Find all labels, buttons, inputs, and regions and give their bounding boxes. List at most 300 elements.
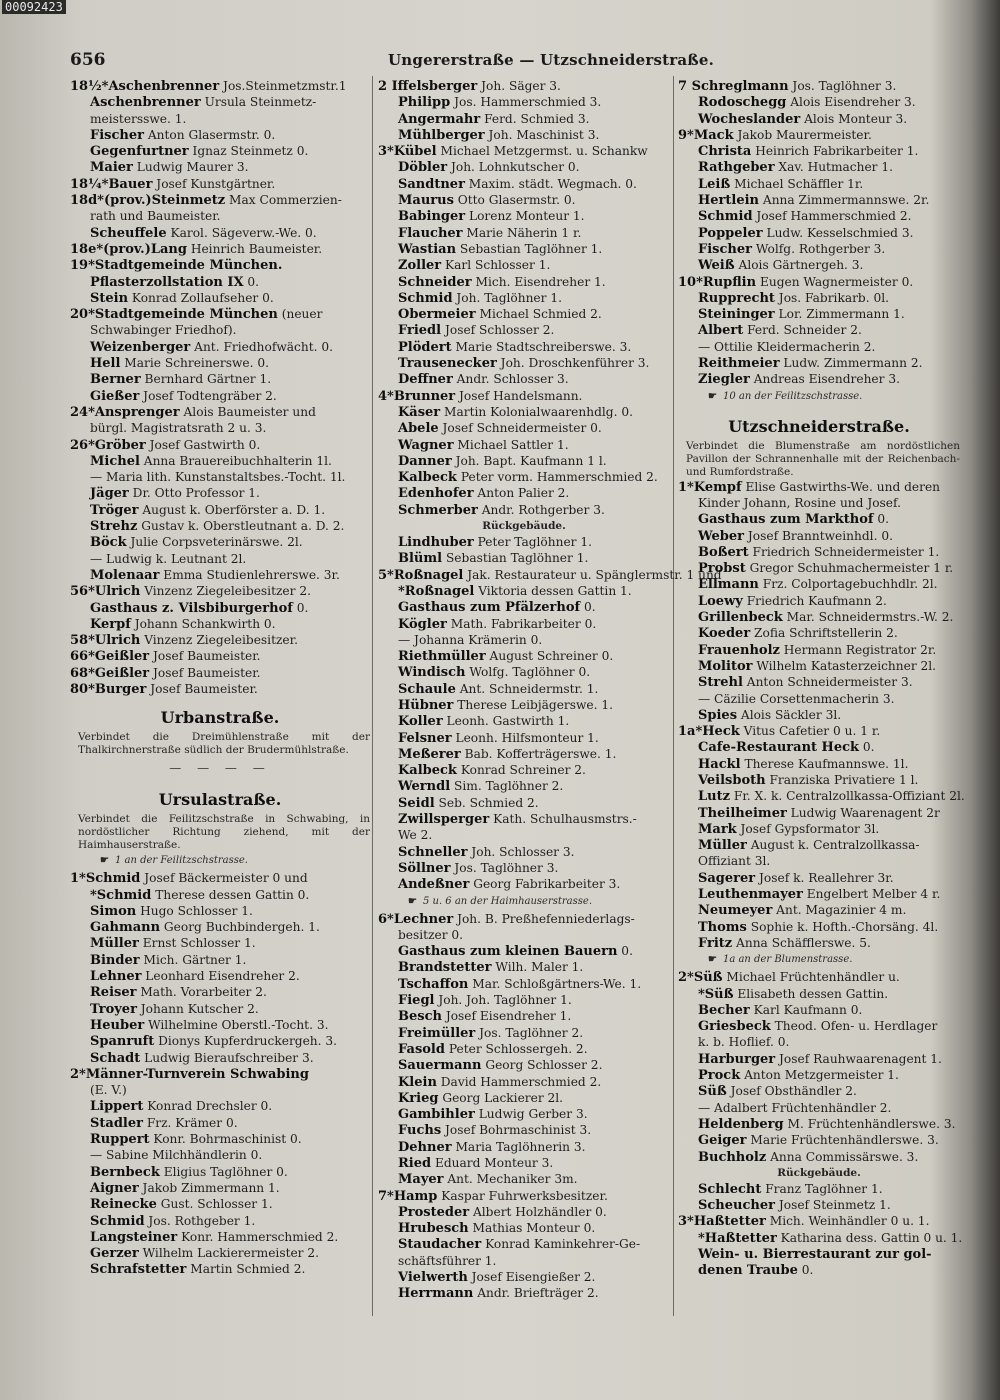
entry-name: Philipp bbox=[398, 95, 451, 111]
entry-name: Böck bbox=[90, 535, 127, 551]
entry-details: Josef Obsthändler 2. bbox=[726, 1084, 857, 1099]
directory-entry bbox=[678, 371, 960, 387]
entry-name: Zwillsperger bbox=[398, 812, 490, 828]
entry-continuation: — Maria lith. Kunstanstaltsbes.-Tocht. 1l. bbox=[90, 470, 346, 485]
entry-name: Frauenholz bbox=[698, 642, 780, 658]
directory-entry bbox=[378, 192, 670, 208]
entry-continuation: — Ludwig k. Leutnant 2l. bbox=[90, 551, 247, 566]
entry-name: Felsner bbox=[398, 730, 452, 746]
entry-details: Jak. Restaurateur u. Spänglermstr. 1 und bbox=[463, 567, 722, 582]
entry-name: Herrmann bbox=[398, 1286, 474, 1302]
entry-name: Buchholz bbox=[698, 1149, 767, 1165]
directory-entry bbox=[678, 1181, 960, 1197]
entry-details: Ignaz Steinmetz 0. bbox=[188, 144, 309, 159]
entry-details: Otto Glasermstr. 0. bbox=[453, 193, 576, 208]
entry-name: Prock bbox=[698, 1068, 741, 1084]
directory-entry bbox=[378, 844, 670, 860]
entry-details: Sebastian Taglöhner 1. bbox=[442, 551, 589, 566]
street-description: Verbindet die Blumenstraße am nordöstlichen Pavillon der Schrannenhalle mit der Reichenbach- und Rumfordstraße. bbox=[686, 439, 960, 478]
entry-details: Michael Metzgermst. u. Schankw bbox=[436, 144, 648, 159]
directory-entry bbox=[378, 713, 670, 729]
entry-continuation: — Ottilie Kleidermacherin 2. bbox=[698, 339, 876, 354]
entry-details: Theod. Ofen- u. Herdlager bbox=[770, 1019, 938, 1034]
directory-entry bbox=[70, 274, 370, 290]
entry-name: Staudacher bbox=[398, 1237, 482, 1253]
entry-details: Jakob Maurermeister. bbox=[733, 127, 872, 142]
directory-entry bbox=[70, 339, 370, 355]
entry-details: Michael Schmied 2. bbox=[475, 307, 602, 322]
entry-name: Meßerer bbox=[398, 746, 461, 762]
directory-entry bbox=[70, 1098, 370, 1114]
entry-details: Sophie k. Hofth.-Chorsäng. 4l. bbox=[746, 919, 939, 934]
directory-entry bbox=[378, 274, 670, 290]
entry-continuation: Kinder Johann, Rosine und Josef. bbox=[698, 495, 901, 510]
directory-entry bbox=[70, 502, 370, 518]
directory-entry bbox=[378, 1025, 670, 1041]
entry-details: Engelbert Melber 4 r. bbox=[802, 887, 941, 902]
entry-name: Werndl bbox=[398, 779, 451, 795]
directory-entry bbox=[378, 976, 670, 992]
directory-entry bbox=[378, 404, 670, 420]
entry-details: Joh. Taglöhner 1. bbox=[452, 290, 562, 305]
directory-entry bbox=[378, 225, 670, 241]
directory-entry bbox=[378, 127, 670, 143]
directory-entry bbox=[678, 642, 960, 658]
entry-name: 1a*Heck bbox=[678, 724, 740, 740]
entry-name: Gahmann bbox=[90, 920, 161, 936]
directory-entry bbox=[678, 1002, 960, 1018]
entry-name: 66*Geißler bbox=[70, 649, 150, 665]
entry-name: Wastian bbox=[398, 241, 457, 257]
directory-entry bbox=[678, 658, 960, 674]
entry-name: 20*Stadtgemeinde München bbox=[70, 307, 278, 323]
directory-entry bbox=[678, 544, 960, 560]
entry-name: Sagerer bbox=[698, 870, 756, 886]
entry-details: Seb. Schmied 2. bbox=[434, 795, 539, 810]
directory-entry bbox=[378, 534, 670, 550]
entry-name: Wagner bbox=[398, 437, 454, 453]
entry-name: Flaucher bbox=[398, 225, 463, 241]
directory-entry bbox=[678, 1083, 960, 1099]
entry-details: Jakob Zimmermann 1. bbox=[138, 1180, 280, 1195]
directory-entry bbox=[378, 1008, 670, 1024]
entry-details: Anton Glasermstr. 0. bbox=[143, 127, 276, 142]
directory-entry bbox=[378, 241, 670, 257]
directory-entry bbox=[378, 583, 670, 599]
directory-entry bbox=[70, 681, 370, 697]
entry-details: Alois Gärtnergeh. 3. bbox=[734, 258, 864, 273]
entry-name: Loewy bbox=[698, 593, 743, 609]
entry-details: Ferd. Schneider 2. bbox=[743, 323, 862, 338]
directory-entry bbox=[678, 739, 960, 755]
directory-entry bbox=[70, 665, 370, 681]
entry-name: Klein bbox=[398, 1074, 437, 1090]
entry-name: Müller bbox=[90, 936, 139, 952]
entry-name: Tschaffon bbox=[398, 976, 469, 992]
directory-entry bbox=[378, 1188, 670, 1204]
directory-entry bbox=[678, 935, 960, 951]
directory-entry bbox=[70, 600, 370, 616]
directory-entry bbox=[70, 241, 370, 257]
entry-details: Ludwig Gerber 3. bbox=[474, 1107, 588, 1122]
entry-name: Weber bbox=[698, 528, 745, 544]
entry-details: Konr. Hammerschmied 2. bbox=[177, 1229, 339, 1244]
directory-entry bbox=[70, 1115, 370, 1131]
entry-name: Becher bbox=[698, 1002, 750, 1018]
directory-entry bbox=[678, 274, 960, 290]
directory-entry bbox=[678, 127, 960, 143]
entry-name: Leuthenmayer bbox=[698, 887, 803, 903]
entry-name: Stein bbox=[90, 290, 129, 306]
entry-details: Dionys Kupferdruckergeh. 3. bbox=[154, 1034, 338, 1049]
directory-entry bbox=[678, 821, 960, 837]
entry-details: Jos. Taglöhner 2. bbox=[475, 1025, 584, 1040]
directory-entry bbox=[378, 420, 670, 436]
directory-entry bbox=[378, 1269, 670, 1285]
entry-name: Grillenbeck bbox=[698, 610, 783, 626]
entry-details: Wolfg. Rothgerber 3. bbox=[751, 241, 886, 256]
directory-entry bbox=[378, 911, 670, 927]
entry-name: 7*Hamp bbox=[378, 1188, 438, 1204]
directory-entry bbox=[678, 1262, 960, 1278]
directory-entry bbox=[70, 371, 370, 387]
directory-entry bbox=[678, 1213, 960, 1229]
entry-details: Konrad Zollaufseher 0. bbox=[128, 290, 274, 305]
entry-name: Fiegl bbox=[398, 993, 435, 1009]
entry-name: Hackl bbox=[698, 756, 741, 772]
entry-name: Danner bbox=[398, 453, 452, 469]
entry-name: Theilheimer bbox=[698, 805, 787, 821]
entry-details: Viktoria dessen Gattin 1. bbox=[474, 583, 632, 598]
directory-entry bbox=[70, 1001, 370, 1017]
directory-entry bbox=[678, 560, 960, 576]
entry-details: Wilh. Maler 1. bbox=[491, 960, 584, 975]
entry-details: Maria Taglöhnerin 3. bbox=[451, 1139, 586, 1154]
entry-name: Besch bbox=[398, 1009, 442, 1025]
directory-entry bbox=[378, 485, 670, 501]
entry-details: Franziska Privatiere 1 l. bbox=[765, 772, 919, 787]
directory-entry bbox=[378, 616, 670, 632]
entry-details: 0. bbox=[873, 512, 890, 527]
entry-details: Gregor Schuhmachermeister 1 r. bbox=[745, 561, 954, 576]
entry-name: Kögler bbox=[398, 616, 447, 632]
entry-details: Anna Brauereibuchhalterin 1l. bbox=[139, 453, 332, 468]
corner-note-text: 1 an der Feilitzschstrasse. bbox=[114, 855, 248, 867]
entry-continuation: We 2. bbox=[398, 828, 433, 843]
entry-name: Hübner bbox=[398, 697, 454, 713]
entry-details: Friedrich Kaufmann 2. bbox=[742, 593, 887, 608]
directory-entry bbox=[678, 969, 960, 985]
directory-entry bbox=[70, 1213, 370, 1229]
directory-entry bbox=[70, 1180, 370, 1196]
entry-details: Mathias Monteur 0. bbox=[468, 1221, 596, 1236]
directory-entry bbox=[678, 919, 960, 935]
entry-details: Bernhard Gärtner 1. bbox=[140, 372, 272, 387]
entry-name: 5*Roßnagel bbox=[378, 567, 464, 583]
entry-details: Georg Fabrikarbeiter 3. bbox=[469, 877, 621, 892]
entry-name: Heuber bbox=[90, 1017, 145, 1033]
directory-entry bbox=[378, 762, 670, 778]
entry-name: Zoller bbox=[398, 258, 442, 274]
entry-details: Marie Näherin 1 r. bbox=[462, 225, 582, 240]
corner-note bbox=[678, 951, 960, 969]
directory-entry bbox=[678, 674, 960, 690]
entry-details: Wilhelm Lackierermeister 2. bbox=[138, 1246, 320, 1261]
directory-entry bbox=[70, 984, 370, 1000]
entry-name: 9*Mack bbox=[678, 127, 734, 143]
entry-name: Fischer bbox=[90, 127, 144, 143]
entry-name: Wein- u. Bierrestaurant zur gol- bbox=[698, 1247, 932, 1262]
directory-entry bbox=[70, 1261, 370, 1277]
entry-name: Berner bbox=[90, 372, 141, 388]
street-heading: Utzschneiderstraße. bbox=[728, 416, 910, 436]
directory-entry bbox=[70, 1164, 370, 1180]
entry-continuation: — Sabine Milchhändlerin 0. bbox=[90, 1148, 263, 1163]
entry-name: Abele bbox=[398, 421, 439, 437]
column-1 bbox=[70, 78, 370, 1278]
entry-name: 2*Männer-Turnverein Schwabing bbox=[70, 1066, 309, 1082]
directory-entry bbox=[678, 1051, 960, 1067]
directory-entry bbox=[678, 143, 960, 159]
entry-details: David Hammerschmied 2. bbox=[436, 1074, 602, 1089]
entry-details: Alois Monteur 3. bbox=[800, 111, 908, 126]
directory-entry bbox=[70, 1245, 370, 1261]
directory-entry bbox=[70, 404, 370, 420]
directory-entry bbox=[378, 1285, 670, 1301]
entry-details: Peter Taglöhner 1. bbox=[473, 535, 593, 550]
directory-entry bbox=[378, 681, 670, 697]
entry-name: Andeßner bbox=[398, 877, 470, 893]
directory-entry bbox=[378, 453, 670, 469]
directory-entry bbox=[378, 437, 670, 453]
entry-details: Eligius Taglöhner 0. bbox=[159, 1164, 288, 1179]
entry-name: 58*Ulrich bbox=[70, 633, 141, 649]
directory-entry bbox=[70, 485, 370, 501]
entry-details: Ant. Mechaniker 3m. bbox=[443, 1172, 578, 1187]
entry-details: Gust. Schlosser 1. bbox=[156, 1197, 273, 1212]
entry-details: Max Commerzien- bbox=[225, 193, 342, 208]
column-3 bbox=[678, 78, 965, 1279]
directory-entry bbox=[678, 111, 960, 127]
entry-details: Ursula Steinmetz- bbox=[200, 95, 317, 110]
entry-details: Josef Bohrmaschinist 3. bbox=[441, 1123, 592, 1138]
entry-details: Mar. Schloßgärtners-We. 1. bbox=[468, 976, 642, 991]
directory-entry bbox=[70, 1050, 370, 1066]
entry-details: Heinrich Baumeister. bbox=[186, 241, 323, 256]
entry-name: Blüml bbox=[398, 551, 443, 567]
entry-details: Josef Schneidermeister 0. bbox=[438, 421, 602, 436]
entry-name: Kalbeck bbox=[398, 470, 457, 486]
entry-name: Schneider bbox=[398, 274, 472, 290]
entry-name: Babinger bbox=[398, 209, 466, 225]
directory-entry bbox=[378, 290, 670, 306]
entry-details: Eugen Wagnermeister 0. bbox=[756, 274, 914, 289]
directory-entry bbox=[378, 159, 670, 175]
directory-entry bbox=[678, 208, 960, 224]
entry-name: 2 Iffelsberger bbox=[378, 79, 478, 94]
entry-details: Joh. Bapt. Kaufmann 1 l. bbox=[451, 453, 607, 468]
directory-entry bbox=[678, 707, 960, 723]
pointing-hand-icon: ☛ bbox=[100, 855, 109, 867]
entry-details: Wilhelm Katasterzeichner 2l. bbox=[752, 658, 937, 673]
entry-name: Müller bbox=[698, 838, 747, 854]
directory-entry bbox=[678, 1230, 963, 1246]
entry-details: Math. Vorarbeiter 2. bbox=[136, 985, 267, 1000]
directory-entry bbox=[678, 322, 960, 338]
entry-name: Thoms bbox=[698, 919, 747, 935]
entry-continuation: schäftsführer 1. bbox=[398, 1253, 497, 1268]
entry-details: Josef Gastwirth 0. bbox=[145, 437, 261, 452]
entry-details: Hermann Registrator 2r. bbox=[779, 642, 937, 657]
directory-entry bbox=[70, 306, 370, 322]
entry-details: Gustav k. Oberstleutnant a. D. 2. bbox=[137, 519, 345, 534]
entry-details: Anton Schneidermeister 3. bbox=[742, 675, 913, 690]
directory-entry bbox=[70, 567, 370, 583]
entry-details: Jos. Taglöhner 3. bbox=[788, 79, 897, 93]
entry-details: Wolfg. Taglöhner 0. bbox=[465, 665, 591, 680]
entry-details: 0. bbox=[580, 600, 596, 615]
entry-details: Alois Eisendreher 3. bbox=[786, 95, 916, 110]
directory-entry bbox=[378, 943, 670, 959]
entry-details: 0. bbox=[292, 600, 309, 615]
directory-entry bbox=[70, 935, 370, 951]
directory-entry bbox=[678, 1116, 960, 1132]
entry-name: denen Traube bbox=[698, 1263, 798, 1279]
entry-details: Ferd. Schmied 3. bbox=[480, 111, 590, 126]
directory-entry bbox=[378, 502, 670, 518]
entry-name: Geiger bbox=[698, 1133, 747, 1149]
entry-name: Strehz bbox=[90, 519, 138, 535]
entry-name: Harburger bbox=[698, 1051, 776, 1067]
entry-continuation: Offiziant 3l. bbox=[698, 854, 771, 869]
entry-details: Martin Schmied 2. bbox=[186, 1262, 306, 1277]
scan-id: 00092423 bbox=[2, 0, 66, 14]
entry-details: Kath. Schulhausmstrs.- bbox=[489, 812, 637, 827]
entry-details: Therese dessen Gattin 0. bbox=[151, 887, 310, 902]
entry-name: Döbler bbox=[398, 160, 448, 176]
directory-entry bbox=[378, 78, 670, 94]
entry-details: Friedrich Schneidermeister 1. bbox=[748, 544, 940, 559]
entry-name: Hrubesch bbox=[398, 1221, 469, 1237]
directory-entry bbox=[678, 192, 960, 208]
entry-details: Lor. Zimmermann 1. bbox=[774, 307, 905, 322]
directory-entry bbox=[678, 886, 960, 902]
entry-details: Joh. Lohnkutscher 0. bbox=[447, 160, 580, 175]
entry-name: Wocheslander bbox=[698, 111, 801, 127]
directory-entry bbox=[678, 723, 960, 739]
pointing-hand-icon: ☛ bbox=[708, 390, 717, 402]
entry-details: Anton Metzgermeister 1. bbox=[740, 1068, 899, 1083]
section-separator: — — — — bbox=[169, 761, 271, 776]
directory-entry bbox=[678, 772, 960, 788]
entry-name: Tröger bbox=[90, 502, 139, 518]
entry-details: Heinrich Fabrikarbeiter 1. bbox=[751, 144, 919, 159]
entry-continuation: (E. V.) bbox=[90, 1083, 127, 1098]
entry-name: Molenaar bbox=[90, 567, 160, 583]
entry-name: Schmid bbox=[698, 209, 753, 225]
entry-details: Georg Buchbindergeh. 1. bbox=[160, 920, 320, 935]
entry-details: Anton Palier 2. bbox=[473, 486, 570, 501]
directory-entry bbox=[378, 94, 670, 110]
entry-name: Aschenbrenner bbox=[90, 95, 201, 111]
entry-name: Maurus bbox=[398, 193, 454, 209]
entry-details: Josef Steinmetz 1. bbox=[774, 1198, 891, 1213]
entry-details: 0. bbox=[797, 1263, 814, 1278]
entry-details: Josef Todtengräber 2. bbox=[139, 388, 277, 403]
entry-details: Michael Schäffler 1r. bbox=[730, 176, 864, 191]
entry-name: Schneller bbox=[398, 844, 468, 860]
entry-details: Marie Früchtenhändlerswe. 3. bbox=[746, 1133, 939, 1148]
entry-details: Vitus Cafetier 0 u. 1 r. bbox=[739, 724, 881, 739]
entry-name: Prosteder bbox=[398, 1204, 470, 1220]
directory-entry bbox=[378, 322, 670, 338]
entry-name: 56*Ulrich bbox=[70, 584, 141, 600]
entry-details: Joh. Joh. Taglöhner 1. bbox=[434, 993, 572, 1008]
entry-details: Ant. Magazinier 4 m. bbox=[772, 903, 907, 918]
entry-name: Reithmeier bbox=[698, 356, 780, 372]
directory-entry bbox=[70, 159, 370, 175]
entry-name: Seidl bbox=[398, 795, 435, 811]
entry-details: M. Früchtenhändlerswe. 3. bbox=[783, 1116, 956, 1131]
entry-details: Mich. Gärtner 1. bbox=[139, 952, 247, 967]
directory-entry bbox=[378, 257, 670, 273]
directory-entry bbox=[70, 290, 370, 306]
directory-entry bbox=[378, 778, 670, 794]
entry-name: Cafe-Restaurant Heck bbox=[698, 740, 860, 756]
entry-name: 1*Kempf bbox=[678, 479, 742, 495]
directory-entry bbox=[378, 1139, 670, 1155]
directory-entry bbox=[378, 176, 670, 192]
entry-details: Ludwig Maurer 3. bbox=[132, 160, 249, 175]
street-description: Verbindet die Dreimühlenstraße mit der Thalkirchnerstraße südlich der Brudermühlstraße. bbox=[78, 731, 370, 757]
entry-name: Sauermann bbox=[398, 1058, 482, 1074]
entry-name: Stadler bbox=[90, 1115, 143, 1131]
entry-details: Emma Studienlehrerswe. 3r. bbox=[159, 567, 340, 582]
entry-details: Josef Eisendreher 1. bbox=[441, 1009, 572, 1024]
entry-details: Josef Branntweinhdl. 0. bbox=[744, 528, 893, 543]
directory-entry bbox=[70, 1066, 370, 1082]
entry-name: Ziegler bbox=[698, 372, 750, 388]
entry-details: 0. bbox=[859, 740, 875, 755]
entry-name: Ried bbox=[398, 1156, 432, 1171]
entry-continuation: rath und Baumeister. bbox=[90, 209, 221, 224]
entry-name: Lippert bbox=[90, 1099, 144, 1115]
entry-details: Jos. Taglöhner 3. bbox=[450, 860, 559, 875]
entry-details: Sebastian Taglöhner 1. bbox=[456, 241, 603, 256]
directory-entry bbox=[678, 1197, 960, 1213]
entry-name: Pflasterzollstation IX bbox=[90, 274, 244, 290]
directory-entry bbox=[378, 795, 670, 811]
directory-entry bbox=[70, 919, 370, 935]
directory-entry bbox=[678, 1067, 960, 1083]
entry-details: Georg Schlosser 2. bbox=[481, 1058, 603, 1073]
entry-details: Jos. Rothgeber 1. bbox=[144, 1213, 256, 1228]
entry-name: Schadt bbox=[90, 1050, 141, 1066]
street-description: Verbindet die Feilitzschstraße in Schwabing, in nordöstlicher Richtung ziehend, mit der Haimhauserstraße. bbox=[78, 813, 370, 852]
entry-name: Schaule bbox=[398, 681, 456, 697]
directory-entry bbox=[678, 625, 960, 641]
directory-entry bbox=[70, 870, 370, 886]
entry-details: August k. Centralzollkassa- bbox=[746, 838, 920, 853]
entry-details: August k. Oberförster a. D. 1. bbox=[138, 502, 326, 517]
directory-entry bbox=[70, 632, 370, 648]
directory-entry bbox=[678, 306, 960, 322]
entry-details: Karl Kaufmann 0. bbox=[749, 1002, 863, 1017]
directory-entry bbox=[378, 1220, 670, 1236]
directory-entry bbox=[678, 870, 960, 886]
entry-name: Dehner bbox=[398, 1139, 452, 1155]
entry-name: Weizenberger bbox=[90, 339, 191, 355]
